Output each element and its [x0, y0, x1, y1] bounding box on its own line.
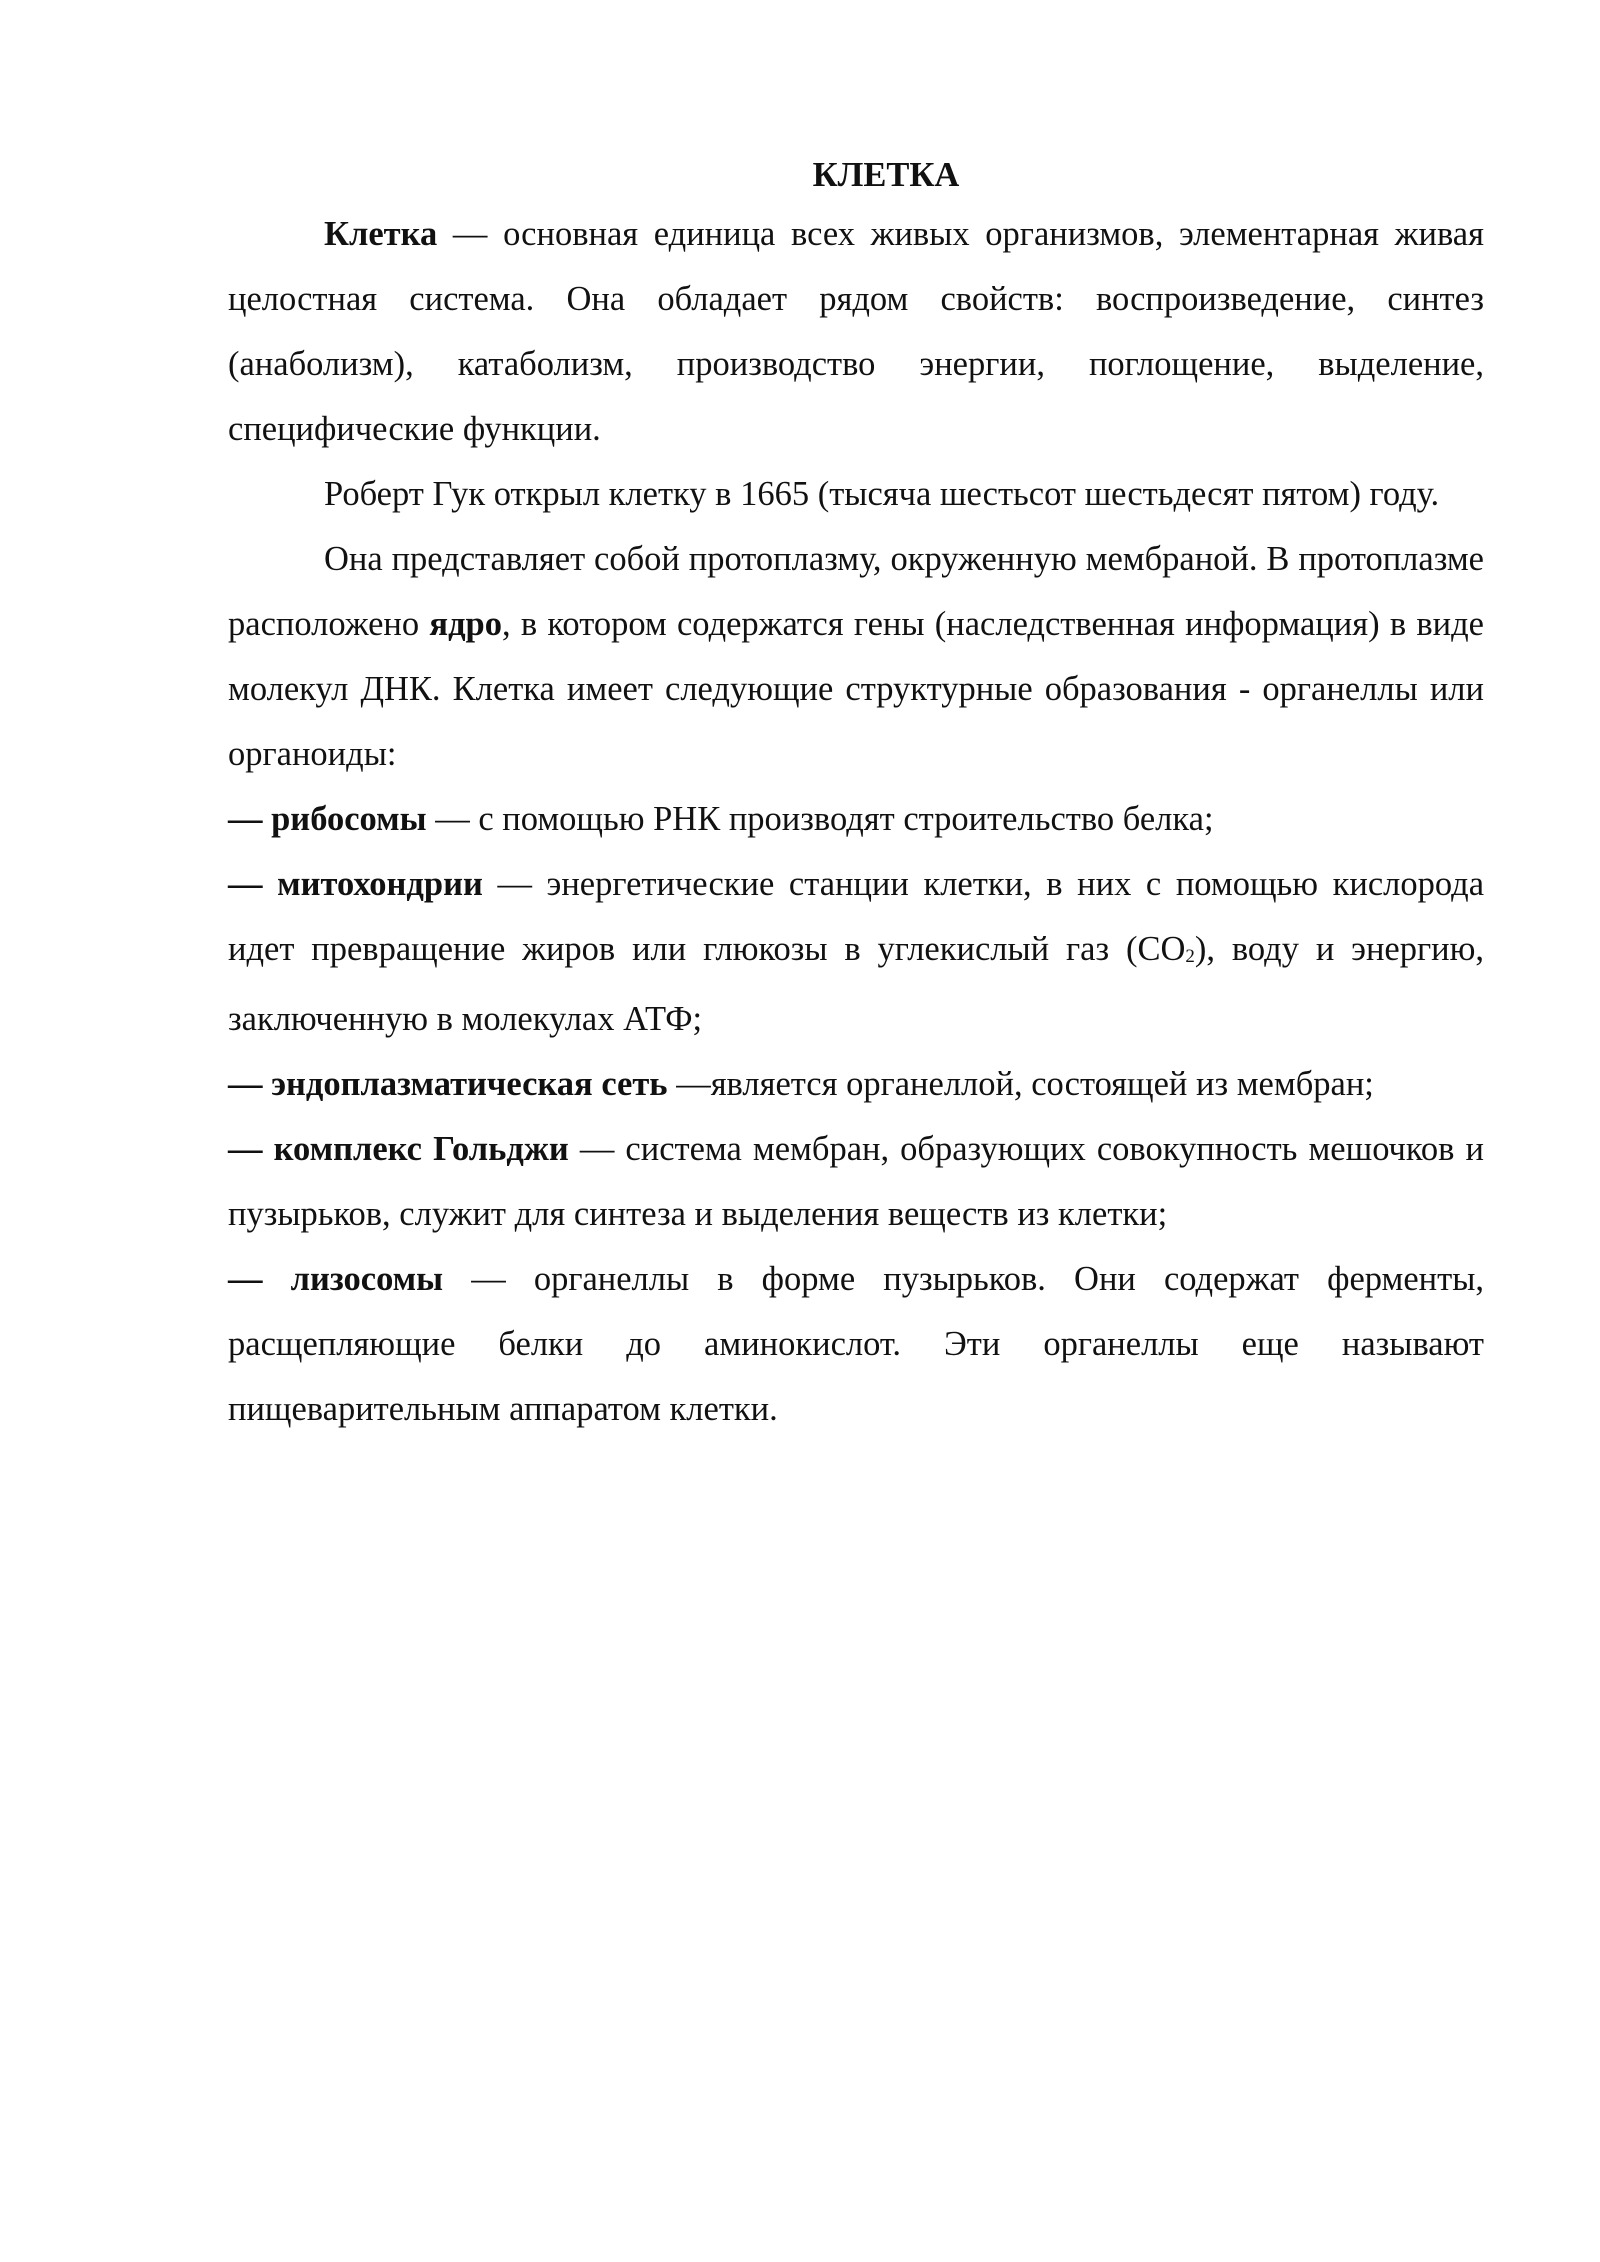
list-term: эндоплазматическая сеть	[271, 1065, 668, 1103]
list-dash: —	[228, 1260, 263, 1298]
list-text: — органеллы в форме пузырьков. Они содержат ферменты, расщепляющие белки до аминокислот. Эти органеллы еще называют пищеварительным аппаратом клетки.	[228, 1260, 1484, 1428]
list-term: лизосомы	[290, 1260, 444, 1298]
document-title: КЛЕТКА	[812, 156, 960, 194]
list-term: комплекс Гольджи	[273, 1130, 569, 1168]
list-dash: —	[228, 800, 263, 838]
paragraph-protoplasm	[228, 527, 1484, 787]
list-item-lysosomes	[228, 1247, 1484, 1442]
list-text: — с помощью РНК производят строительство белка;	[426, 800, 1214, 838]
paragraph-text: Роберт Гук открыл клетку в 1665 (тысяча шестьсот шестьдесят пятом) году.	[324, 475, 1440, 513]
list-dash: —	[228, 1065, 263, 1103]
list-term: митохондрии	[277, 865, 483, 903]
list-text-after: ), воду и энергию, заключенную в молекулах АТФ;	[228, 930, 1484, 1038]
paragraph-hooke	[228, 462, 1484, 527]
list-item-mitochondria	[228, 852, 1484, 1052]
list-text: — система мембран, образующих совокупность мешочков и пузырьков, служит для синтеза и выделения веществ из клетки;	[228, 1130, 1485, 1233]
term-cell: Клетка	[324, 215, 438, 253]
list-dash: —	[228, 865, 263, 903]
list-dash: —	[228, 1130, 263, 1168]
list-item-golgi	[228, 1117, 1484, 1247]
paragraph-text: — основная единица всех живых организмов, элементарная живая целостная система. Она обладает рядом свойств: воспроизведение, синтез (анаболизм), катаболизм, производство энергии, поглощение, выделение, специфические функции.	[228, 215, 1484, 448]
term-nucleus: ядро	[429, 605, 502, 643]
list-item-er	[228, 1052, 1484, 1117]
paragraph-text-before: Она представляет собой протоплазму, окруженную мембраной. В протоплазме расположено	[228, 540, 1484, 643]
list-item-ribosomes	[228, 787, 1484, 852]
paragraph-cell-definition	[228, 202, 1484, 462]
subscript: 2	[1185, 945, 1195, 967]
list-term: рибосомы	[271, 800, 427, 838]
paragraph-text-after: , в котором содержатся гены (наследственная информация) в виде молекул ДНК. Клетка имеет следующие структурные образования - органеллы или органоиды:	[228, 605, 1484, 773]
document-body	[228, 148, 1484, 1442]
list-text: —является органеллой, состоящей из мембран;	[667, 1065, 1374, 1103]
list-text: — энергетические станции клетки, в них с помощью кислорода идет превращение жиров или глюкозы в углекислый газ (CO	[228, 865, 1485, 968]
